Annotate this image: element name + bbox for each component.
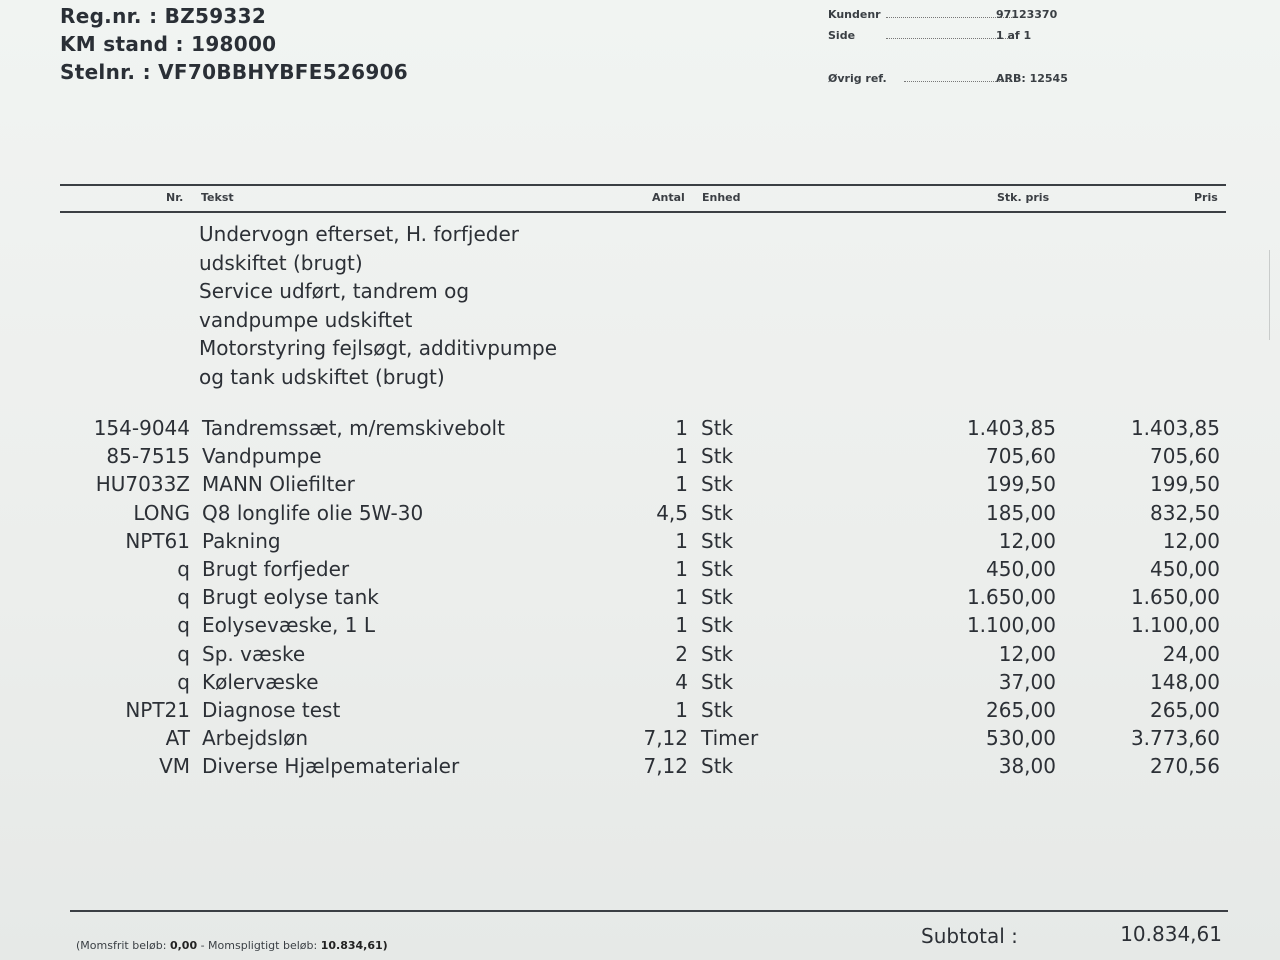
vat-exempt-label: (Momsfrit beløb: xyxy=(76,939,167,952)
invoice-line xyxy=(0,642,1280,670)
item-number: q xyxy=(177,641,190,666)
item-quantity: 4,5 xyxy=(656,500,688,525)
column-header-text: Tekst xyxy=(201,191,234,204)
column-header-price: Pris xyxy=(1194,191,1218,204)
item-text: Brugt eolyse tank xyxy=(202,585,379,610)
item-unit: Stk xyxy=(701,585,734,610)
column-header-unit-price: Stk. pris xyxy=(997,191,1050,204)
vat-summary xyxy=(76,939,388,952)
vat-exempt-value: 0,00 xyxy=(169,939,198,952)
invoice-line xyxy=(0,670,1280,698)
item-unit-price: 1.100,00 xyxy=(966,613,1056,638)
item-price: 1.100,00 xyxy=(1130,613,1220,638)
page-value: 1 af 1 xyxy=(996,29,1032,42)
item-number: 154-9044 xyxy=(93,416,190,440)
description-line: udskiftet (brugt) xyxy=(199,250,363,275)
footer-rule xyxy=(70,910,1228,912)
item-number: q xyxy=(177,669,190,694)
item-price: 1.650,00 xyxy=(1130,585,1220,610)
invoice-lines xyxy=(0,416,1280,782)
header-top-rule xyxy=(60,184,1226,186)
item-text: MANN Oliefilter xyxy=(202,472,355,497)
invoice-line xyxy=(0,613,1280,641)
registration-number: Reg.nr. : BZ59332 xyxy=(60,4,267,28)
invoice-meta xyxy=(828,8,1128,93)
item-quantity: 1 xyxy=(675,585,688,610)
item-quantity: 7,12 xyxy=(643,726,688,751)
column-header-quantity: Antal xyxy=(652,191,685,204)
invoice-line xyxy=(0,444,1280,472)
other-ref-value: ARB: 12545 xyxy=(996,72,1068,85)
item-quantity: 1 xyxy=(675,613,688,638)
description-line: og tank udskiftet (brugt) xyxy=(199,364,445,389)
item-unit-price: 185,00 xyxy=(986,500,1056,525)
item-unit: Stk xyxy=(701,500,734,525)
page-label: Side xyxy=(828,29,856,42)
item-unit: Stk xyxy=(701,669,734,694)
item-quantity: 4 xyxy=(675,669,688,694)
item-price: 705,60 xyxy=(1150,444,1220,469)
item-unit-price: 38,00 xyxy=(998,754,1056,779)
dotted-leader xyxy=(886,17,1012,18)
item-unit: Timer xyxy=(701,726,759,751)
invoice-line xyxy=(0,416,1280,444)
vat-liable-value: 10.834,61) xyxy=(320,939,388,952)
item-price: 24,00 xyxy=(1162,641,1220,666)
item-unit-price: 199,50 xyxy=(986,472,1056,497)
header-bottom-rule xyxy=(60,211,1226,213)
item-text: Pakning xyxy=(202,528,281,553)
item-quantity: 1 xyxy=(675,416,688,440)
other-ref-row xyxy=(828,72,1128,93)
item-text: Q8 longlife olie 5W-30 xyxy=(202,500,424,525)
description-line: Undervogn efterset, H. forfjeder xyxy=(199,222,520,246)
item-unit-price: 12,00 xyxy=(998,528,1056,553)
other-ref-label: Øvrig ref. xyxy=(828,72,887,85)
item-price: 199,50 xyxy=(1150,472,1220,497)
item-number: HU7033Z xyxy=(95,472,190,497)
item-text: Vandpumpe xyxy=(202,444,322,469)
chassis-number: Stelnr. : VF70BBHYBFE526906 xyxy=(60,60,409,84)
item-price: 148,00 xyxy=(1150,669,1220,694)
item-number: NPT61 xyxy=(125,528,190,553)
invoice-line xyxy=(0,557,1280,585)
item-number: AT xyxy=(165,726,190,751)
item-price: 265,00 xyxy=(1150,697,1220,722)
column-header-nr: Nr. xyxy=(166,191,184,204)
item-quantity: 7,12 xyxy=(643,754,688,779)
item-text: Diverse Hjælpematerialer xyxy=(202,754,460,779)
invoice-line xyxy=(0,726,1280,754)
invoice-line xyxy=(0,529,1280,557)
vehicle-info xyxy=(60,2,408,86)
subtotal-value: 10.834,61 xyxy=(1120,922,1222,946)
work-description xyxy=(199,220,557,391)
invoice-line xyxy=(0,472,1280,500)
item-text: Tandremssæt, m/remskivebolt xyxy=(202,416,505,440)
item-text: Arbejdsløn xyxy=(202,726,309,751)
description-line: Motorstyring fejlsøgt, additivpumpe xyxy=(199,336,558,360)
dotted-leader xyxy=(886,38,1012,39)
item-unit: Stk xyxy=(701,697,734,722)
invoice-line xyxy=(0,501,1280,529)
column-header-unit: Enhed xyxy=(702,191,741,204)
item-text: Sp. væske xyxy=(202,641,306,666)
item-unit: Stk xyxy=(701,641,734,666)
item-text: Diagnose test xyxy=(202,697,341,722)
item-quantity: 1 xyxy=(675,472,688,497)
item-unit: Stk xyxy=(701,416,734,440)
item-unit-price: 12,00 xyxy=(998,641,1056,666)
invoice-line xyxy=(0,585,1280,613)
item-quantity: 1 xyxy=(675,697,688,722)
item-price: 832,50 xyxy=(1150,500,1220,525)
item-price: 3.773,60 xyxy=(1130,726,1220,751)
item-price: 270,56 xyxy=(1150,754,1220,779)
item-unit-price: 265,00 xyxy=(986,697,1056,722)
item-unit: Stk xyxy=(701,444,734,469)
item-quantity: 1 xyxy=(675,528,688,553)
item-number: LONG xyxy=(133,500,190,525)
item-text: Eolysevæske, 1 L xyxy=(202,613,375,638)
item-unit-price: 705,60 xyxy=(986,444,1056,469)
item-unit-price: 530,00 xyxy=(986,726,1056,751)
item-number: NPT21 xyxy=(125,697,190,722)
item-unit-price: 37,00 xyxy=(998,669,1056,694)
item-unit: Stk xyxy=(701,754,734,779)
item-number: q xyxy=(177,556,190,581)
item-unit: Stk xyxy=(701,528,734,553)
customer-number-value: 97123370 xyxy=(996,8,1058,21)
invoice-line xyxy=(0,698,1280,726)
item-text: Brugt forfjeder xyxy=(202,556,350,581)
item-quantity: 1 xyxy=(675,556,688,581)
item-price: 1.403,85 xyxy=(1130,416,1220,440)
item-price: 450,00 xyxy=(1150,556,1220,581)
description-line: Service udført, tandrem og xyxy=(199,279,470,303)
item-number: 85-7515 xyxy=(106,444,190,469)
scrollbar-edge[interactable] xyxy=(1269,250,1280,340)
description-line: vandpumpe udskiftet xyxy=(199,307,413,332)
item-text: Kølervæske xyxy=(202,669,319,694)
item-price: 12,00 xyxy=(1162,528,1220,553)
item-quantity: 2 xyxy=(675,641,688,666)
item-number: q xyxy=(177,585,190,610)
item-unit-price: 1.403,85 xyxy=(966,416,1056,440)
item-unit: Stk xyxy=(701,472,734,497)
customer-number-label: Kundenr xyxy=(828,8,881,21)
item-number: VM xyxy=(159,754,190,779)
item-unit-price: 450,00 xyxy=(986,556,1056,581)
page-row xyxy=(828,29,1128,50)
mileage: KM stand : 198000 xyxy=(60,32,277,56)
item-number: q xyxy=(177,613,190,638)
customer-number-row xyxy=(828,8,1128,29)
item-unit: Stk xyxy=(701,613,734,638)
invoice-line xyxy=(0,754,1280,782)
item-quantity: 1 xyxy=(675,444,688,469)
vat-liable-label: - Momspligtigt beløb: xyxy=(200,939,318,952)
item-unit-price: 1.650,00 xyxy=(966,585,1056,610)
item-unit: Stk xyxy=(701,556,734,581)
subtotal-label: Subtotal : xyxy=(921,924,1018,948)
